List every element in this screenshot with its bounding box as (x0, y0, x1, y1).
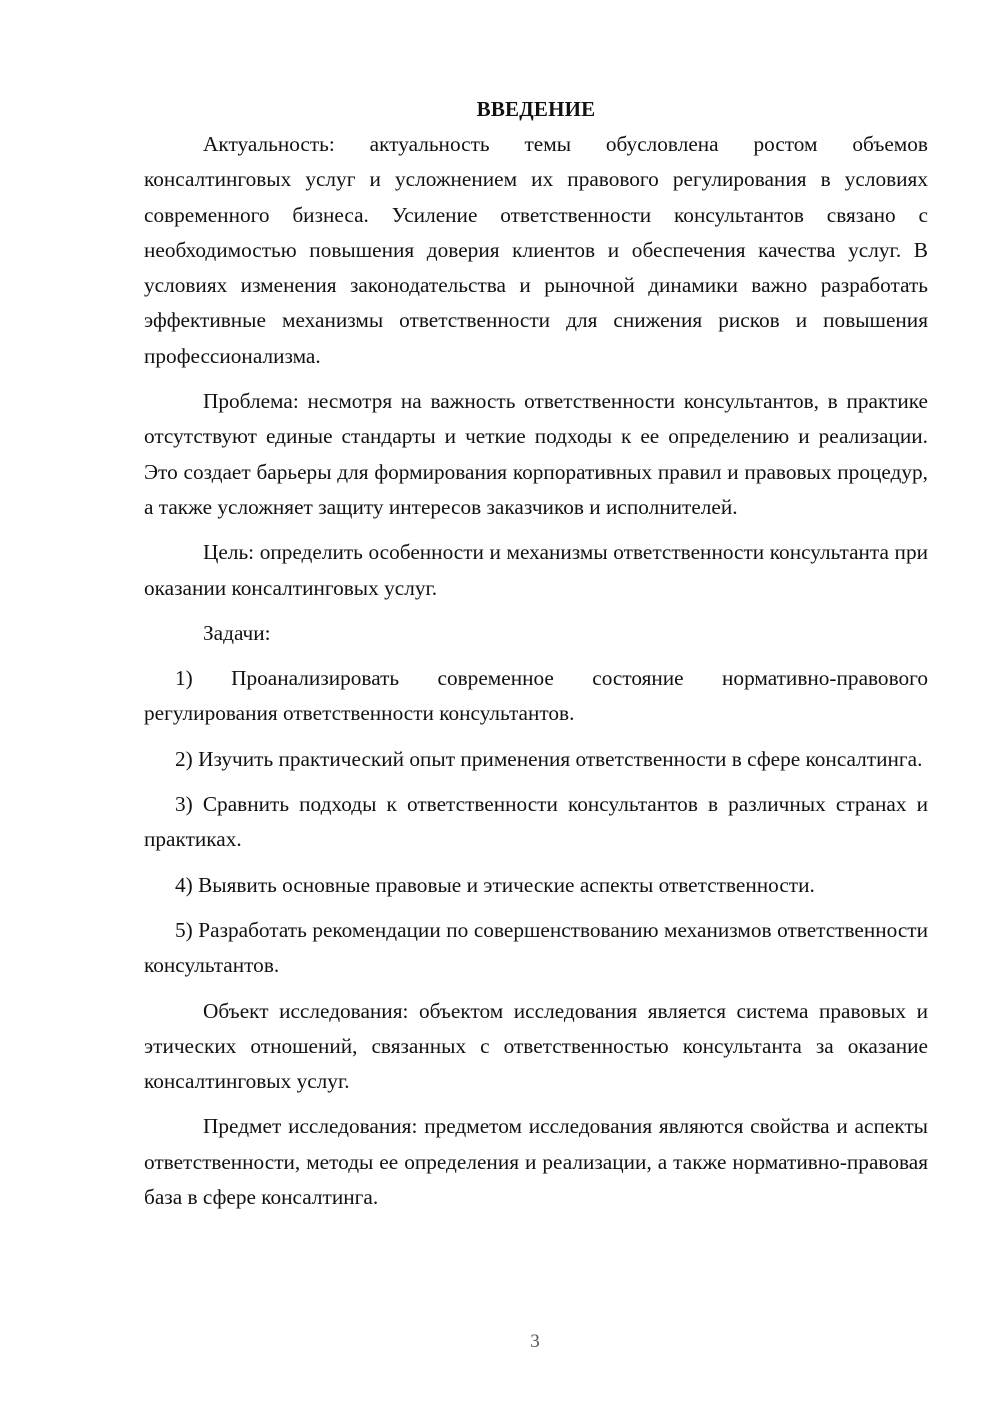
paragraph-subject: Предмет исследования: предметом исследования являются свойства и аспекты ответственности, методы ее определения и реализации, а также нормативно-правовая база в сфере консалтинга. (144, 1114, 928, 1210)
paragraph-relevance: Актуальность: актуальность темы обусловлена ростом объемов консалтинговых услуг и усложнением их правового регулирования в условиях современного бизнеса. Усиление ответственности консультантов связано с необходимостью повышения доверия клиентов и обеспечения качества услуг. В условиях изменения законодательства и рыночной динамики важно разработать эффективные механизмы ответственности для снижения рисков и повышения профессионализма. (144, 132, 928, 368)
document-page (144, 92, 928, 1215)
list-item: 2) Изучить практический опыт применения ответственности в сфере консалтинга. (175, 746, 923, 771)
paragraph-object: Объект исследования: объектом исследования является система правовых и этических отношений, связанных с ответственностью консультанта за оказание консалтинговых услуг. (144, 998, 928, 1094)
tasks-list (144, 661, 928, 983)
page-number: 3 (530, 1331, 540, 1352)
paragraph-tasks-heading: Задачи: (203, 620, 271, 645)
paragraph-goal: Цель: определить особенности и механизмы ответственности консультанта при оказании консалтинговых услуг. (144, 540, 928, 600)
list-item: 5) Разработать рекомендации по совершенствованию механизмов ответственности консультантов. (144, 917, 928, 978)
list-item: 3) Сравнить подходы к ответственности консультантов в различных странах и практиках. (144, 792, 928, 852)
paragraph-problem: Проблема: несмотря на важность ответственности консультантов, в практике отсутствуют единые стандарты и четкие подходы к ее определению и реализации. Это создает барьеры для формирования корпоративных правил и правовых процедур, а также усложняет защиту интересов заказчиков и исполнителей. (144, 389, 928, 519)
list-item: 4) Выявить основные правовые и этические аспекты ответственности. (175, 872, 815, 897)
page-title: ВВЕДЕНИЕ (476, 97, 596, 121)
list-item: 1) Проанализировать современное состояние нормативно-правового регулирования ответственности консультантов. (144, 666, 928, 726)
